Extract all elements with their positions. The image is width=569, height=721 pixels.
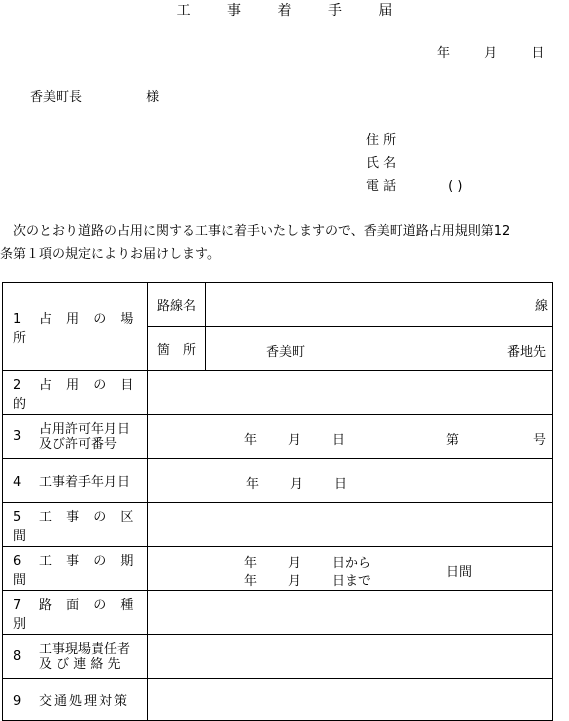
permit-day: 日 [332,433,346,448]
permit-year: 年 [244,433,258,448]
submission-date [437,42,544,61]
table-row [3,679,553,721]
title-char: 手 [327,3,342,19]
title-char: 工 [176,3,191,19]
town-name: 香美町 [266,345,306,360]
permit-field[interactable] [148,415,553,459]
title-char: 事 [227,3,242,19]
permit-month: 月 [288,433,302,448]
form-title [0,0,569,20]
place-field[interactable] [206,327,553,371]
body-line: 次のとおり道路の占用に関する工事に着手いたしますので、香美町道路占用規則第12 [0,224,511,239]
name-label: 氏 名 [366,156,397,171]
permit-dai: 第 [446,433,460,448]
route-label: 路線名 [148,283,206,327]
addressee-honorific: 様 [146,90,160,105]
period-from-month: 月 [288,556,302,571]
date-month: 月 [484,46,498,61]
period-from-year: 年 [244,556,258,571]
place-label: 箇 所 [148,327,206,371]
phone-paren: ( ) [448,179,463,194]
table-row [3,283,553,327]
date-year: 年 [437,46,451,61]
row-label: 2 占 用 の 目 的 [3,371,148,415]
table-row [3,503,553,547]
applicant-phone [366,175,462,194]
table-row [3,459,553,503]
purpose-field[interactable] [148,371,553,415]
traffic-field[interactable] [148,679,553,721]
period-days: 日間 [446,565,473,580]
row-label: 7 路 面 の 種 別 [3,591,148,635]
table-row [3,591,553,635]
surface-field[interactable] [148,591,553,635]
row-label: 4 工事着手年月日 [3,459,148,503]
title-char: 着 [277,3,292,19]
start-day: 日 [334,477,348,492]
table-row [3,415,553,459]
route-field[interactable] [206,283,553,327]
application-table [2,282,553,721]
row-label: 8 工事現場責任者 及 び 連 絡 先 [3,635,148,679]
row-label: 3 占用許可年月日 及び許可番号 [3,415,148,459]
phone-label: 電 話 [366,179,397,194]
row-label: 6 工 事 の 期 間 [3,547,148,591]
row-label: 9 交通処理対策 [3,679,148,721]
period-to: 日まで [332,574,372,589]
row-label: 5 工 事 の 区 間 [3,503,148,547]
body-line: 条第１項の規定によりお届けします。 [0,247,220,262]
period-to-month: 月 [288,574,302,589]
table-row [3,635,553,679]
period-from: 日から [332,556,372,571]
title-char: 届 [378,3,393,19]
addressee-name: 香美町長 [30,90,83,105]
table-row [3,547,553,591]
addressee [30,86,159,105]
date-day: 日 [531,46,545,61]
manager-field[interactable] [148,635,553,679]
address-label: 住 所 [366,133,397,148]
place-suffix: 番地先 [506,345,546,360]
applicant-address [366,129,418,148]
applicant-name [366,152,418,171]
start-date-field[interactable] [148,459,553,503]
body-text [0,220,569,266]
section-field[interactable] [148,503,553,547]
start-month: 月 [290,477,304,492]
period-to-year: 年 [244,574,258,589]
table-row [3,371,553,415]
permit-go: 号 [532,433,546,448]
start-year: 年 [246,477,260,492]
row-label: 1 占 用 の 場 所 [3,283,148,371]
route-suffix: 線 [534,299,548,314]
period-field[interactable] [148,547,553,591]
